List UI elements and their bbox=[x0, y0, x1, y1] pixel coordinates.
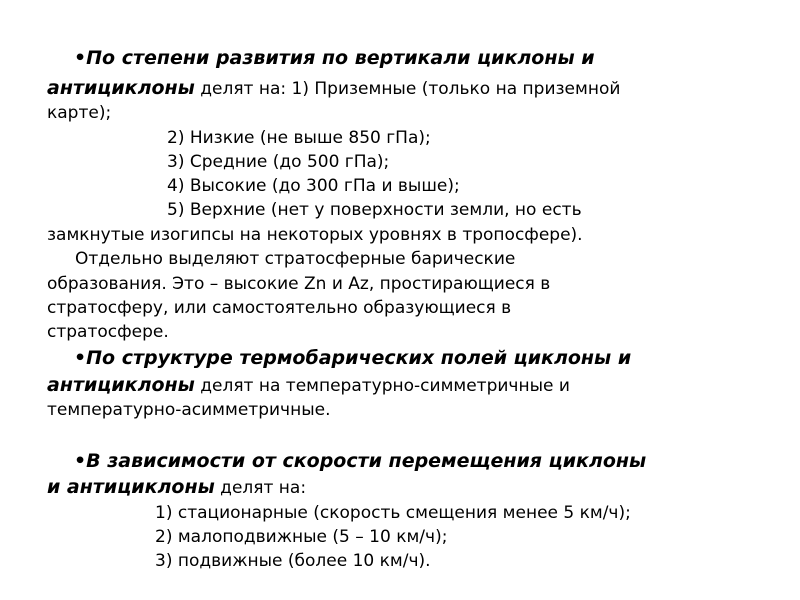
bullet-icon: • bbox=[74, 47, 87, 69]
bullet-icon: • bbox=[74, 450, 87, 472]
section1-line2 bbox=[47, 76, 620, 101]
section1-para-line3: стратосферу, или самостоятельно образующиеся в bbox=[47, 298, 512, 318]
section3-heading-cont: и антициклоны bbox=[47, 476, 215, 498]
section1-item-4: 4) Высокие (до 300 гПа и выше); bbox=[167, 176, 460, 196]
section1-intro: делят на: 1) Приземные (только на приземной bbox=[194, 79, 621, 99]
section3-intro: делят на: bbox=[214, 478, 307, 498]
section1-item-2: 2) Низкие (не выше 850 гПа); bbox=[167, 128, 431, 148]
section1-item-5: 5) Верхние (нет у поверхности земли, но есть bbox=[167, 200, 582, 220]
section2-heading-line1 bbox=[74, 346, 631, 370]
section3-item-2: 2) малоподвижные (5 – 10 км/ч); bbox=[155, 527, 448, 547]
section1-heading-cont: антициклоны bbox=[47, 77, 195, 99]
section3-heading-line1 bbox=[74, 449, 646, 473]
section1-para-line1: Отдельно выделяют стратосферные барические bbox=[75, 249, 516, 269]
section2-line2 bbox=[47, 373, 570, 398]
bullet-icon: • bbox=[74, 347, 87, 369]
section3-line2 bbox=[47, 475, 306, 500]
section1-item-5-cont: замкнутые изогипсы на некоторых уровнях в тропосфере). bbox=[47, 225, 583, 245]
section1-para-line2: образования. Это – высокие Zn и Az, простирающиеся в bbox=[47, 274, 551, 294]
section3-item-1: 1) стационарные (скорость смещения менее 5 км/ч); bbox=[155, 503, 631, 523]
section1-para-line4: стратосфере. bbox=[47, 322, 169, 342]
section1-heading: По степени развития по вертикали циклоны и bbox=[86, 47, 595, 69]
section1-heading-line1 bbox=[74, 46, 595, 70]
section1-line3: карте); bbox=[47, 103, 112, 123]
section1-item-3: 3) Средние (до 500 гПа); bbox=[167, 152, 390, 172]
section2-line3: температурно-асимметричные. bbox=[47, 400, 331, 420]
section2-heading-cont: антициклоны bbox=[47, 374, 195, 396]
section2-heading: По структуре термобарических полей циклоны и bbox=[86, 347, 632, 369]
section2-intro: делят на температурно-симметричные и bbox=[194, 376, 570, 396]
section3-item-3: 3) подвижные (более 10 км/ч). bbox=[155, 551, 431, 571]
section3-heading: В зависимости от скорости перемещения циклоны bbox=[86, 450, 647, 472]
